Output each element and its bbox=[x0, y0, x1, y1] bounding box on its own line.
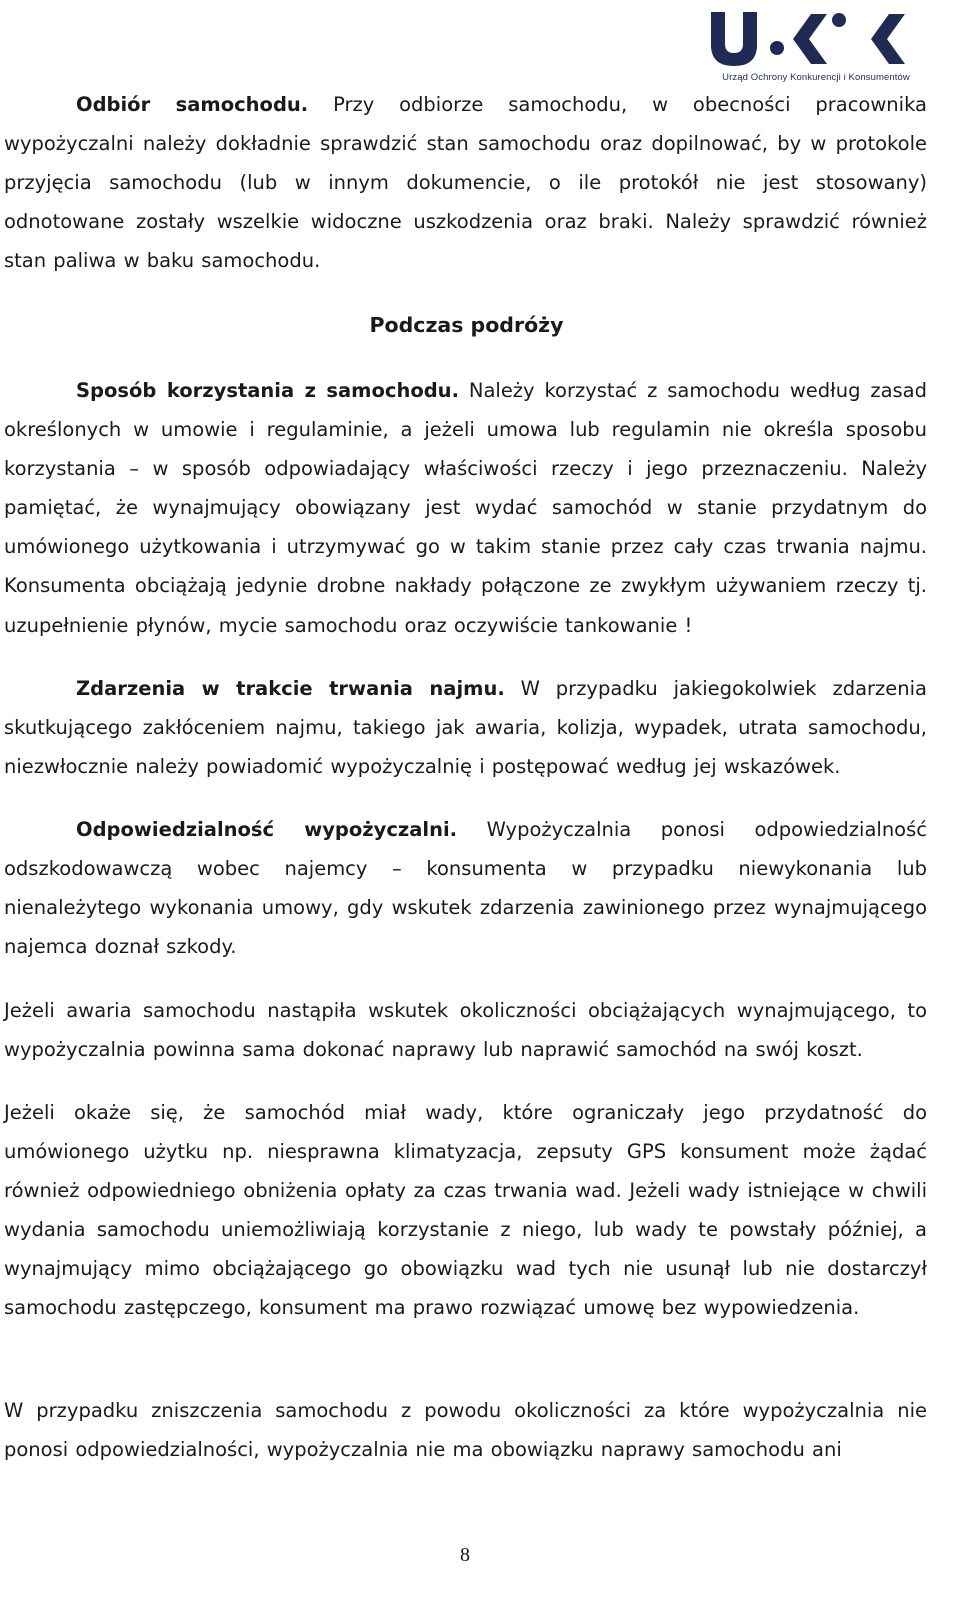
paragraph-text: Wypożyczalnia ponosi odpowiedzialność odszkodowawczą wobec najemcy – konsumenta w przypadku niewykonania lub nienależytego wykonania umowy, gdy wskutek zdarzenia zawinionego przez wynajmującego najemca doznał szkody. bbox=[4, 818, 927, 959]
paragraph-lead: Sposób korzystania z samochodu. bbox=[76, 379, 459, 402]
paragraph-text: Przy odbiorze samochodu, w obecności pracownika wypożyczalni należy dokładnie sprawdzić stan samochodu oraz dopilnować, by w protokole przyjęcia samochodu (lub w innym dokumencie, o ile protokół nie jest stosowany) odnotowane zostały wszelkie widoczne uszkodzenia oraz braki. Należy sprawdzić również stan paliwa w baku samochodu. bbox=[4, 93, 927, 273]
paragraph-odpowiedzialnosc bbox=[4, 810, 927, 966]
paragraph-lead: Odpowiedzialność wypożyczalni. bbox=[76, 818, 458, 841]
page-number: 8 bbox=[460, 1544, 470, 1566]
paragraph-awaria: Jeżeli awaria samochodu nastąpiła wskutek okoliczności obciążających wynajmującego, to wypożyczalnia powinna sama dokonać naprawy lub naprawić samochód na swój koszt. bbox=[4, 999, 927, 1062]
paragraph-zdarzenia bbox=[4, 669, 927, 786]
uokik-logo-mark-icon bbox=[705, 8, 927, 70]
paragraph-lead: Zdarzenia w trakcie trwania najmu. bbox=[76, 677, 505, 700]
paragraph-sposob bbox=[4, 371, 927, 645]
section-heading: Podczas podróży bbox=[369, 313, 564, 337]
paragraph-text: W przypadku jakiegokolwiek zdarzenia skutkującego zakłóceniem najmu, takiego jak awaria, kolizja, wypadek, utrata samochodu, niezwłocznie należy powiadomić wypożyczalnię i postępować według jej wskazówek. bbox=[4, 677, 927, 779]
uokik-logo bbox=[705, 8, 927, 88]
paragraph-zniszczenie: W przypadku zniszczenia samochodu z powodu okoliczności za które wypożyczalnia nie ponosi odpowiedzialności, wypożyczalnia nie ma obowiązku naprawy samochodu ani bbox=[4, 1399, 927, 1462]
paragraph-text: Należy korzystać z samochodu według zasad określonych w umowie i regulaminie, a jeżeli umowa lub regulamin nie określa sposobu korzystania – w sposób odpowiadający właściwości rzeczy i jego przeznaczeniu. Należy pamiętać, że wynajmujący obowiązany jest wydać samochód w stanie przydatnym do umówionego użytkowania i utrzymywać go w takim stanie przez cały czas trwania najmu. Konsumenta obciążają jedynie drobne nakłady połączone ze zwykłym używaniem rzeczy tj. uzupełnienie płynów, mycie samochodu oraz oczywiście tankowanie ! bbox=[4, 379, 927, 637]
paragraph-lead: Odbiór samochodu. bbox=[76, 93, 309, 116]
logo-caption: Urząd Ochrony Konkurencji i Konsumentów bbox=[722, 72, 910, 83]
paragraph-odbior bbox=[4, 85, 927, 280]
paragraph-wady: Jeżeli okaże się, że samochód miał wady, które ograniczały jego przydatność do umówionego użytku np. niesprawna klimatyzacja, zepsuty GPS konsument może żądać również odpowiedniego obniżenia opłaty za czas trwania wad. Jeżeli wady istniejące w chwili wydania samochodu uniemożliwiają korzystanie z niego, lub wady te powstały później, a wynajmujący mimo obciążającego go obowiązku wad tych nie usunął lub nie dostarczył samochodu zastępczego, konsument ma prawo rozwiązać umowę bez wypowiedzenia. bbox=[4, 1101, 927, 1320]
